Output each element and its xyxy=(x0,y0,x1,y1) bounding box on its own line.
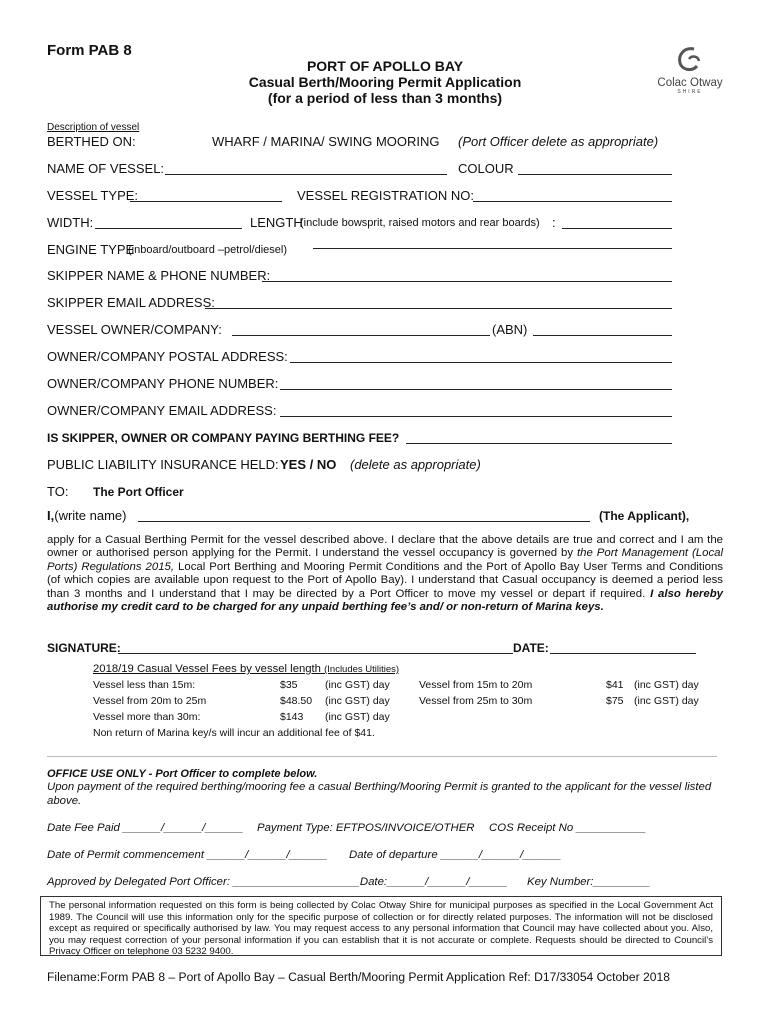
length-line[interactable] xyxy=(562,228,672,229)
fee-row-desc: Vessel from 20m to 25m xyxy=(93,695,207,707)
fee-row-unit: (inc GST) day xyxy=(325,711,390,723)
fee-row-unit: (inc GST) day xyxy=(325,695,390,707)
skipper-email-line[interactable] xyxy=(205,308,672,309)
email-line[interactable] xyxy=(280,416,672,417)
fee-note: Non return of Marina key/s will incur an additional fee of $41. xyxy=(93,727,375,739)
berthed-on-label: BERTHED ON: xyxy=(47,134,136,149)
declaration-authorisation: I also hereby authorise my credit card to be charged for any unpaid berthing fee’s and/ or non-return of Marina keys. xyxy=(47,587,723,614)
abn-line[interactable] xyxy=(533,335,672,336)
applicant-label: (write name) xyxy=(54,508,127,523)
fees-heading-text: 2018/19 Casual Vessel Fees by vessel length xyxy=(93,663,321,675)
date-fee-paid[interactable]: Date Fee Paid ______/______/______ xyxy=(47,822,244,834)
declaration-regulation: the Port Management (Local Ports) Regulations 2015, xyxy=(47,547,724,573)
date-label: DATE: xyxy=(513,641,549,655)
phone-line[interactable] xyxy=(280,389,672,390)
cos-receipt[interactable]: COS Receipt No ___________ xyxy=(489,822,647,834)
applicant-name-line[interactable] xyxy=(138,521,590,522)
skipper-label: SKIPPER NAME & PHONE NUMBER: xyxy=(47,268,271,283)
swirl-logo-icon xyxy=(650,45,730,75)
office-intro: Upon payment of the required berthing/mooring fee a casual Berthing/Mooring Permit is granted to the applicant for the vessel listed above. xyxy=(47,781,712,807)
declaration-text-2: Local Port Berthing and Mooring Permit Conditions and the Port of Apollo Bay User Terms and Conditions (of which copies are available upon request to the Port of Apollo Bay). I understand that Casual occupancy is deemed a period less than 3 months and I understand that I may be directed by a Port Officer to move my vessel or depart if required. xyxy=(47,560,723,600)
fee-row-unit: (inc GST) day xyxy=(634,695,699,707)
insurance-label: PUBLIC LIABILITY INSURANCE HELD: xyxy=(47,457,279,472)
fee-row-desc: Vessel more than 30m: xyxy=(93,711,201,723)
postal-label: OWNER/COMPANY POSTAL ADDRESS: xyxy=(47,349,288,364)
fee-row-unit: (inc GST) day xyxy=(634,679,699,691)
berthed-on-options: WHARF / MARINA/ SWING MOORING xyxy=(212,134,440,149)
fee-row-desc: Vessel from 15m to 20m xyxy=(419,679,533,691)
vessel-type-line[interactable] xyxy=(130,201,282,202)
section-label: Description of vessel xyxy=(47,122,140,133)
applicant-suffix: (The Applicant), xyxy=(599,509,690,523)
vessel-type-label: VESSEL TYPE: xyxy=(47,188,139,203)
logo-sub: SHIRE xyxy=(677,89,703,95)
colour-line[interactable] xyxy=(518,174,672,175)
fee-row-desc: Vessel from 25m to 30m xyxy=(419,695,533,707)
office-heading: OFFICE USE ONLY - Port Officer to complete below. xyxy=(47,768,318,780)
footer-filename: Filename:Form PAB 8 – Port of Apollo Bay – Casual Berth/Mooring Permit Application Ref: D17/33054 October 2018 xyxy=(47,970,670,984)
owner-label: VESSEL OWNER/COMPANY: xyxy=(47,322,222,337)
signature-label: SIGNATURE: xyxy=(47,641,121,655)
width-line[interactable] xyxy=(95,228,242,229)
title-line-1: PORT OF APOLLO BAY xyxy=(306,58,464,74)
date-line[interactable] xyxy=(550,653,696,654)
signature-line[interactable] xyxy=(118,653,513,654)
to-label: TO: xyxy=(47,484,69,499)
engine-line[interactable] xyxy=(313,248,672,249)
permit-commencement[interactable]: Date of Permit commencement ______/______/______ xyxy=(47,849,328,861)
departure-date[interactable]: Date of departure ______/______/______ xyxy=(349,849,562,861)
form-id: Form PAB 8 xyxy=(47,42,132,59)
registration-line[interactable] xyxy=(473,201,672,202)
fee-row-amount: $35 xyxy=(280,679,298,691)
skipper-email-label: SKIPPER EMAIL ADDRESS: xyxy=(47,295,215,310)
berthed-on-note: (Port Officer delete as appropriate) xyxy=(458,134,659,149)
engine-label: ENGINE TYPE xyxy=(47,242,135,257)
vessel-name-label: NAME OF VESSEL: xyxy=(47,161,165,176)
to-value: The Port Officer xyxy=(93,485,184,499)
abn-label: (ABN) xyxy=(492,322,528,337)
logo-name: Colac Otway xyxy=(657,77,723,89)
colour-label: COLOUR xyxy=(458,161,514,176)
fee-row-amount: $48.50 xyxy=(280,695,313,707)
title-line-3: (for a period of less than 3 months) xyxy=(267,90,503,106)
colac-otway-logo xyxy=(650,45,730,105)
insurance-yes-no[interactable]: YES / NO xyxy=(280,457,337,472)
fee-row-amount: $75 xyxy=(606,695,624,707)
registration-label: VESSEL REGISTRATION NO: xyxy=(297,188,474,203)
email-label: OWNER/COMPANY EMAIL ADDRESS: xyxy=(47,403,277,418)
applicant-prefix: I, xyxy=(47,508,55,523)
length-colon: : xyxy=(552,215,556,230)
engine-note: (inboard/outboard –petrol/diesel) xyxy=(128,244,287,256)
postal-line[interactable] xyxy=(290,362,672,363)
approved-by[interactable]: Approved by Delegated Port Officer: ____________________Date:______/______/______ xyxy=(47,876,508,888)
payment-type[interactable]: Payment Type: EFTPOS/INVOICE/OTHER xyxy=(257,822,475,834)
key-number[interactable]: Key Number:_________ xyxy=(527,876,651,888)
width-label: WIDTH: xyxy=(47,215,94,230)
skipper-line[interactable] xyxy=(262,281,672,282)
fee-row-desc: Vessel less than 15m: xyxy=(93,679,196,691)
section-divider xyxy=(47,756,717,757)
paying-label: IS SKIPPER, OWNER OR COMPANY PAYING BERTHING FEE? xyxy=(47,431,400,445)
paying-line[interactable] xyxy=(406,443,672,444)
declaration-text-1: apply for a Casual Berthing Permit for the vessel described above. I declare that the above details are true and correct and I am the owner or authorised person applying for the Permit. I understand the vessel occupancy is governed by xyxy=(47,534,723,560)
declaration-paragraph xyxy=(47,534,723,614)
fee-row-unit: (inc GST) day xyxy=(325,679,390,691)
title-line-2: Casual Berth/Mooring Permit Application xyxy=(248,74,522,90)
phone-label: OWNER/COMPANY PHONE NUMBER: xyxy=(47,376,279,391)
fees-heading xyxy=(93,663,399,675)
owner-line[interactable] xyxy=(232,335,490,336)
length-note: (include bowsprit, raised motors and rear boards) xyxy=(300,217,540,229)
fee-row-amount: $143 xyxy=(280,711,304,723)
privacy-notice: The personal information requested on this form is being collected by Colac Otway Shire for municipal purposes as specified in the Local Government Act 1989. The Council will use this information only for the specific purpose of collection or for directly related purposes. The information will not be disclosed except as required or specifically authorised by law. You may request access to any personal information that Council may have collected about you. Also, you may request correction of your personal information if you can establish that it is not accurate or complete. Requests should be directed to Council’s Privacy Officer on telephone 03 5232 9400. xyxy=(40,896,722,956)
vessel-name-line[interactable] xyxy=(165,174,447,175)
fees-heading-note: (Includes Utilities) xyxy=(324,664,400,675)
insurance-note: (delete as appropriate) xyxy=(350,457,481,472)
length-label: LENGTH xyxy=(250,215,303,230)
fee-row-amount: $41 xyxy=(606,679,624,691)
